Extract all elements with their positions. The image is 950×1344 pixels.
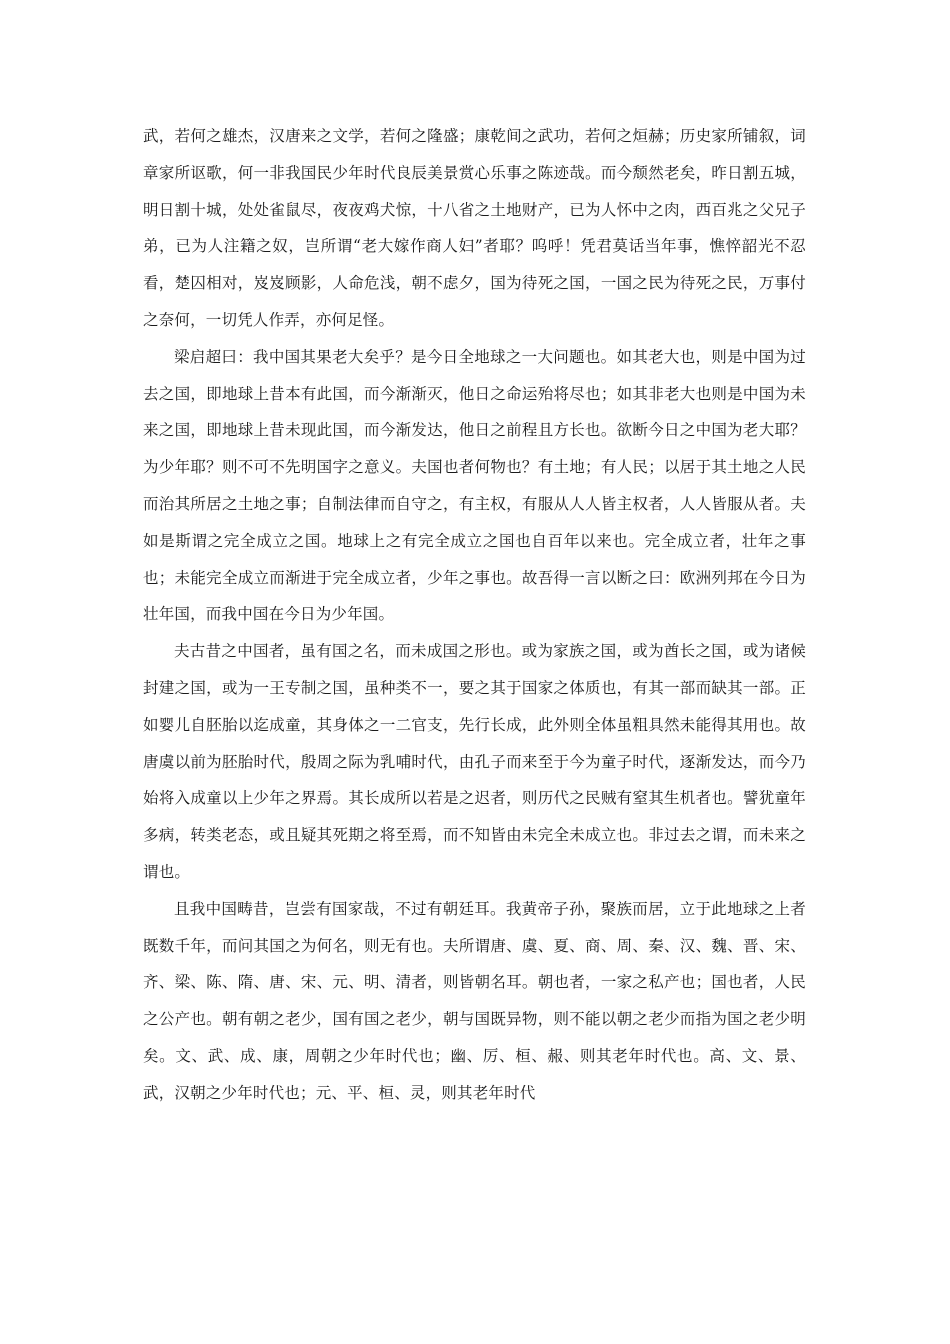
paragraph-liang-qichao: 梁启超曰：我中国其果老大矣乎？是今日全地球之一大问题也。如其老大也，则是中国为过去之国，即地球上昔本有此国，而今渐渐灭，他日之命运殆将尽也；如其非老大也则是中国为未来之国，即地球上昔未现此国，而今渐发达，他日之前程且方长也。欲断今日之中国为老大耶？为少年耶？则不可不先明国字之意义。夫国也者何物也？有土地；有人民；以居于其土地之人民而治其所居之土地之事；自制法律而自守之，有主权，有服从人人皆主权者，人人皆服从者。夫如是斯谓之完全成立之国。地球上之有完全成立之国也自百年以来也。完全成立者，壮年之事也；未能完全成立而渐进于完全成立者，少年之事也。故吾得一言以断之曰：欧洲列邦在今日为壮年国，而我中国在今日为少年国。 xyxy=(143,347,806,624)
paragraph-dynasties: 且我中国畴昔，岂尝有国家哉，不过有朝廷耳。我黄帝子孙，聚族而居，立于此地球之上者既数千年，而问其国之为何名，则无有也。夫所谓唐、虞、夏、商、周、秦、汉、魏、晋、宋、齐、梁、陈、隋、唐、宋、元、明、清者，则皆朝名耳。朝也者，一家之私产也；国也者，人民之公产也。朝有朝之老少，国有国之老少，朝与国既异物，则不能以朝之老少而指为国之老少明矣。文、武、成、康，周朝之少年时代也；幽、厉、桓、赧、则其老年时代也。高、文、景、武，汉朝之少年时代也；元、平、桓、灵，则其老年时代 xyxy=(143,899,806,1102)
paragraph-continuation: 武，若何之雄杰，汉唐来之文学，若何之隆盛；康乾间之武功，若何之烜赫；历史家所铺叙，词章家所讴歌，何一非我国民少年时代良辰美景赏心乐事之陈迹哉。而今颓然老矣，昨日割五城，明日割十城，处处雀鼠尽，夜夜鸡犬惊，十八省之土地财产，已为人怀中之肉，西百兆之父兄子弟，已为人注籍之奴，岂所谓“老大嫁作商人妇”者耶？呜呼！凭君莫话当年事，憔悴韶光不忍看，楚囚相对，岌岌顾影，人命危浅，朝不虑夕，国为待死之国，一国之民为待死之民，万事付之奈何，一切凭人作弄，亦何足怪。 xyxy=(143,127,806,329)
document-page xyxy=(143,118,806,1112)
paragraph-ancient-china: 夫古昔之中国者，虽有国之名，而未成国之形也。或为家族之国，或为酋长之国，或为诸候封建之国，或为一王专制之国，虽种类不一，要之其于国家之体质也，有其一部而缺其一部。正如婴儿自胚胎以迄成童，其身体之一二官支，先行长成，此外则全体虽粗具然未能得其用也。故唐虞以前为胚胎时代，殷周之际为乳哺时代，由孔子而来至于今为童子时代，逐渐发达，而今乃始将入成童以上少年之界焉。其长成所以若是之迟者，则历代之民贼有窒其生机者也。譬犹童年多病，转类老态，或且疑其死期之将至焉，而不知皆由未完全未成立也。非过去之谓，而未来之谓也。 xyxy=(143,642,806,881)
